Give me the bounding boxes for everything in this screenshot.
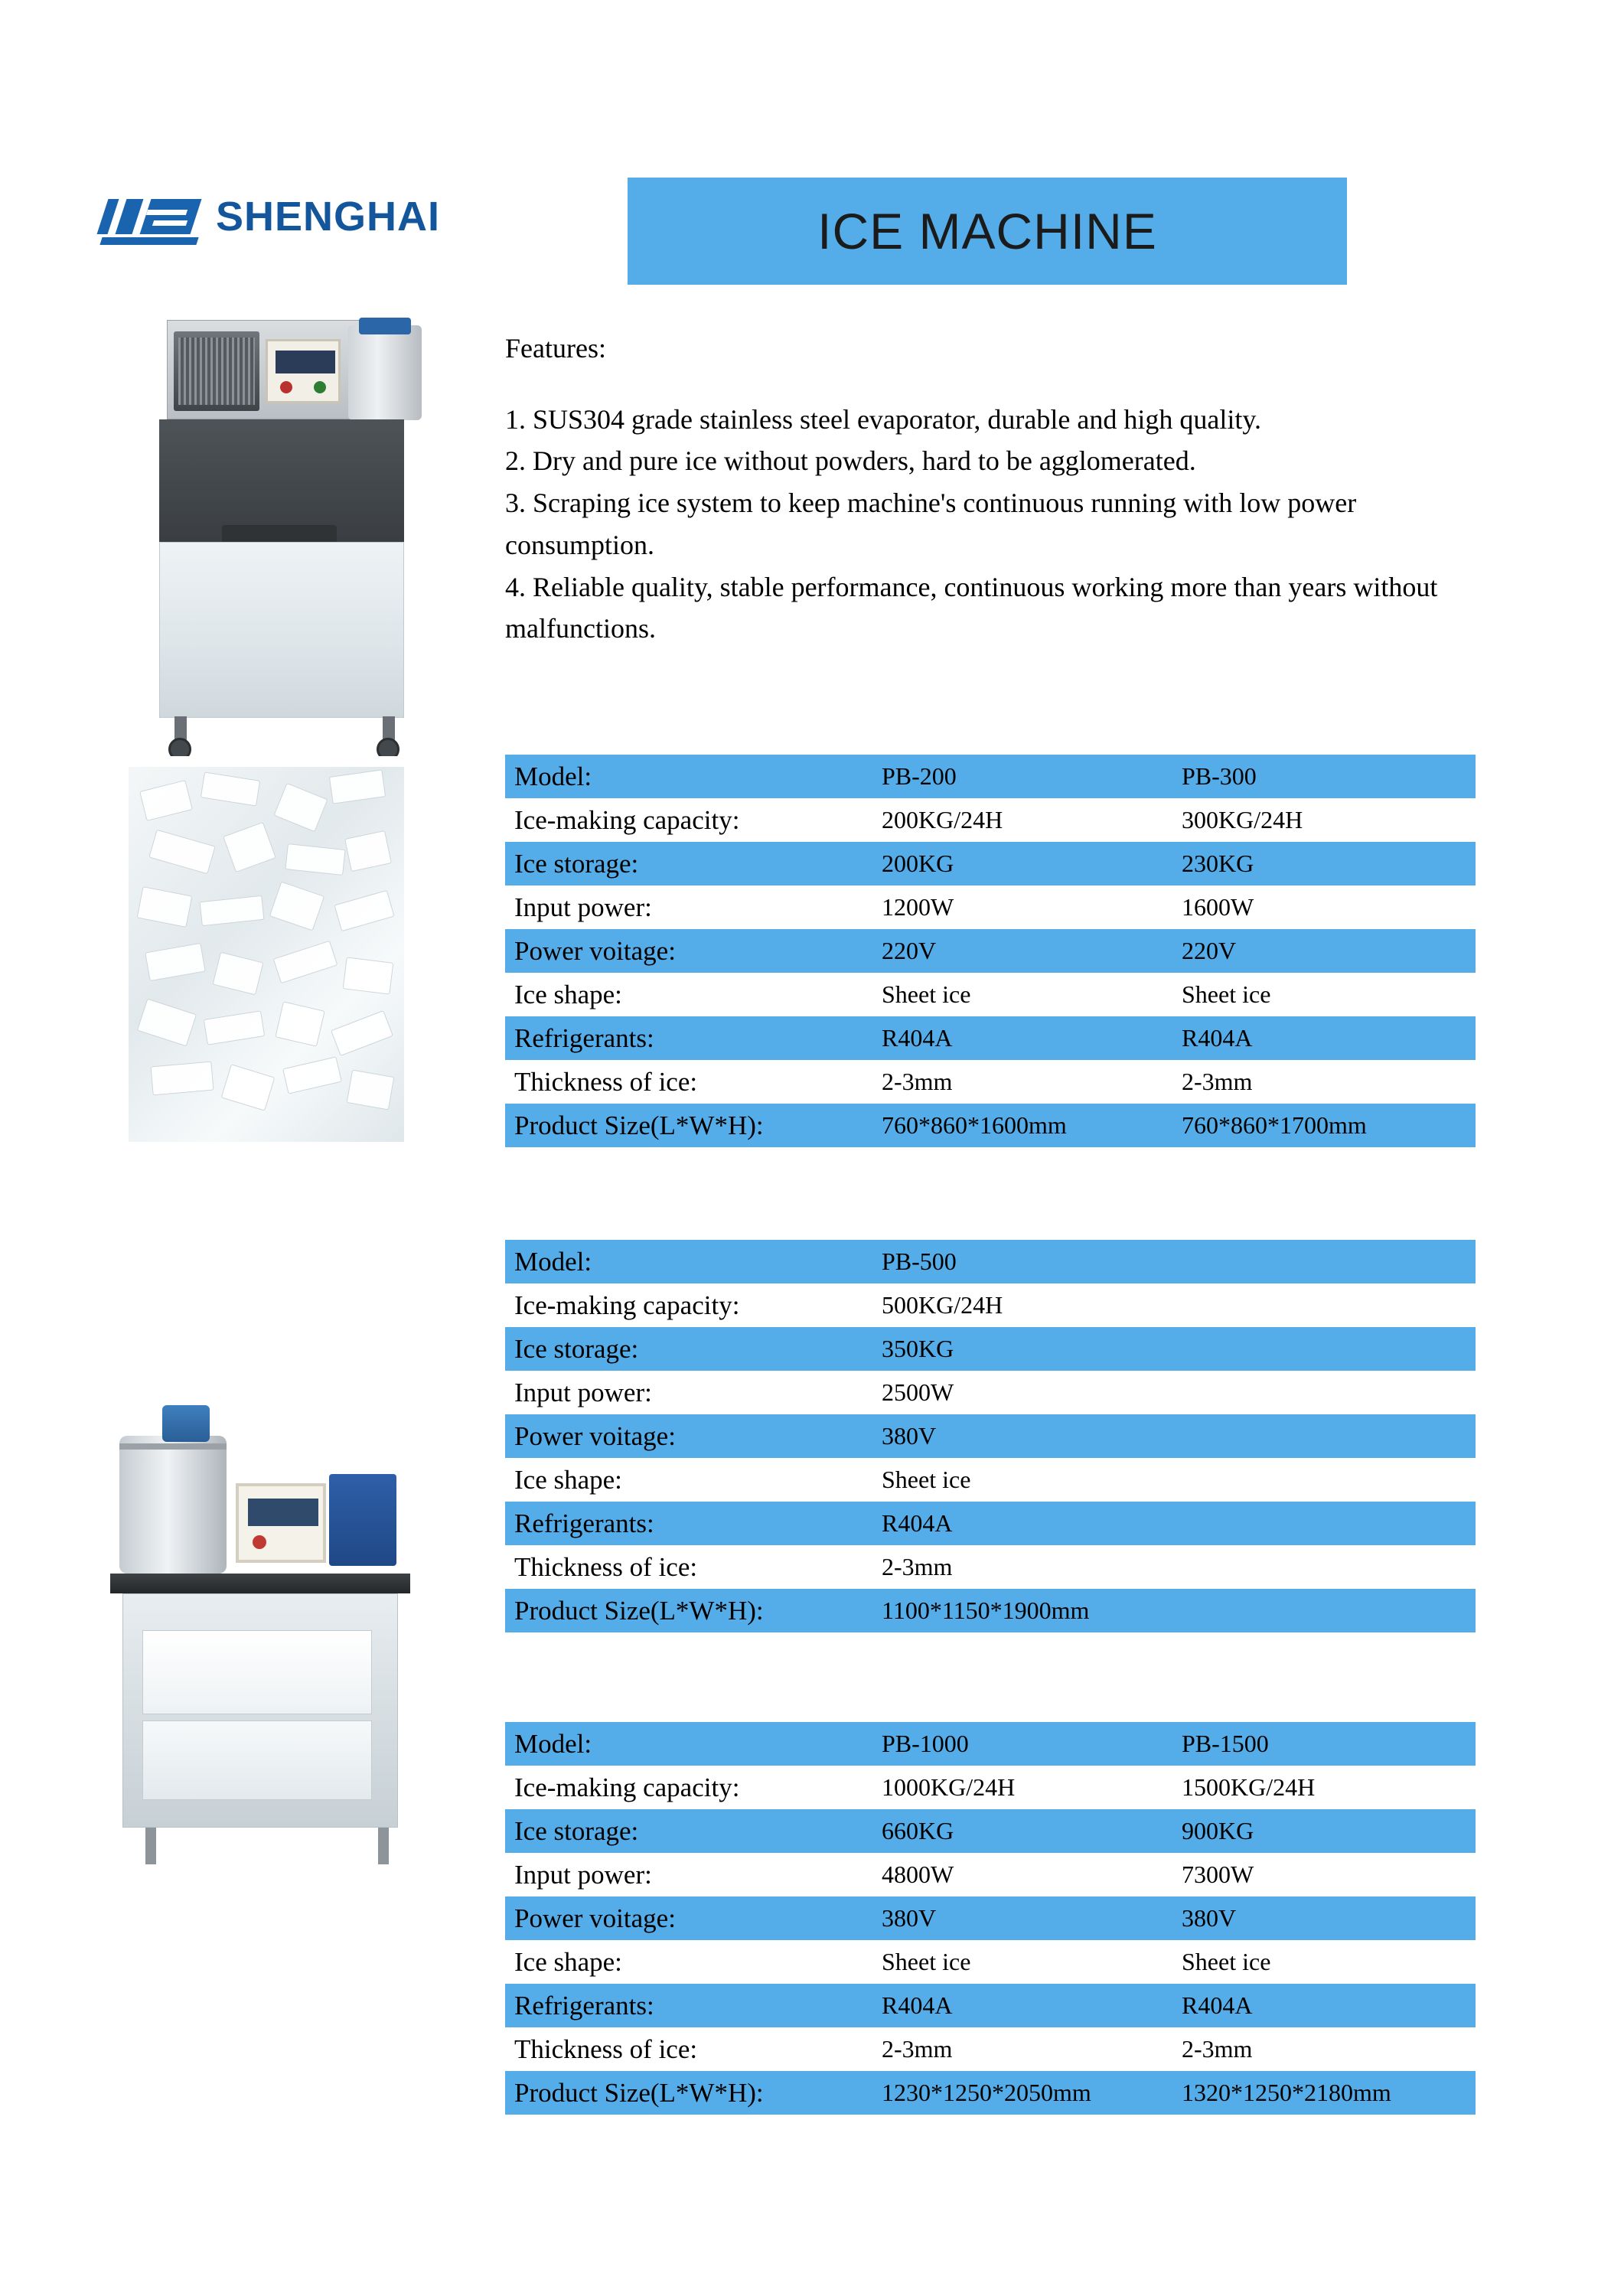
- spec-label: Product Size(L*W*H):: [514, 1110, 764, 1140]
- spec-value-1: PB-500: [882, 1247, 957, 1275]
- spec-table-pb200-pb300: [505, 755, 1476, 1147]
- spec-label: Product Size(L*W*H):: [514, 1595, 764, 1626]
- spec-value-1: R404A: [882, 1508, 953, 1537]
- table-row: [505, 1853, 1476, 1896]
- features-heading: Features:: [505, 333, 606, 364]
- table-row: [505, 2027, 1476, 2071]
- spec-value-1: 500KG/24H: [882, 1290, 1003, 1319]
- spec-label: Ice storage:: [514, 1815, 639, 1846]
- spec-value-2: 1600W: [1182, 892, 1254, 921]
- table-row: [505, 885, 1476, 929]
- spec-value-1: 2-3mm: [882, 2034, 953, 2063]
- spec-value-1: 1100*1150*1900mm: [882, 1596, 1090, 1624]
- spec-label: Thickness of ice:: [514, 1551, 698, 1582]
- feature-item-2: 2. Dry and pure ice without powders, hard to be agglomerated.: [505, 445, 1196, 477]
- table-row: [505, 1589, 1476, 1632]
- spec-value-1: PB-1000: [882, 1729, 969, 1757]
- spec-value-2: 900KG: [1182, 1816, 1254, 1844]
- spec-label: Model:: [514, 761, 592, 791]
- spec-value-1: 380V: [882, 1903, 937, 1932]
- spec-value-1: 200KG/24H: [882, 805, 1003, 833]
- table-row: [505, 1545, 1476, 1589]
- table-row: [505, 755, 1476, 798]
- spec-value-1: 220V: [882, 936, 937, 964]
- brand-name: SHENGHAI: [216, 194, 441, 240]
- spec-table-pb1000-pb1500: [505, 1722, 1476, 2115]
- spec-value-2: 760*860*1700mm: [1182, 1110, 1367, 1139]
- table-row: [505, 1984, 1476, 2027]
- spec-label: Ice shape:: [514, 1946, 622, 1977]
- spec-value-2: 230KG: [1182, 849, 1254, 877]
- spec-value-1: 2-3mm: [882, 1552, 953, 1580]
- table-row: [505, 1722, 1476, 1766]
- spec-value-2: R404A: [1182, 1023, 1253, 1052]
- table-row: [505, 1766, 1476, 1809]
- spec-value-2: Sheet ice: [1182, 980, 1271, 1008]
- table-row: [505, 2071, 1476, 2115]
- table-row: [505, 1458, 1476, 1502]
- spec-value-2: 2-3mm: [1182, 2034, 1253, 2063]
- spec-label: Power voitage:: [514, 1420, 676, 1451]
- feature-item-1: 1. SUS304 grade stainless steel evaporator, durable and high quality.: [505, 403, 1261, 435]
- table-row: [505, 1940, 1476, 1984]
- ice-machine-pb500-photo: [106, 1401, 427, 1875]
- spec-label: Ice-making capacity:: [514, 804, 740, 835]
- brand-logo: [101, 193, 440, 240]
- spec-label: Ice-making capacity:: [514, 1772, 740, 1802]
- table-row: [505, 842, 1476, 885]
- table-row: [505, 1809, 1476, 1853]
- table-row: [505, 973, 1476, 1016]
- spec-label: Ice-making capacity:: [514, 1290, 740, 1320]
- spec-value-2: R404A: [1182, 1991, 1253, 2019]
- spec-value-2: Sheet ice: [1182, 1947, 1271, 1975]
- table-row: [505, 1502, 1476, 1545]
- spec-value-1: 760*860*1600mm: [882, 1110, 1067, 1139]
- spec-value-2: 7300W: [1182, 1860, 1254, 1888]
- spec-label: Refrigerants:: [514, 1022, 654, 1053]
- spec-label: Thickness of ice:: [514, 1066, 698, 1097]
- spec-value-1: 2500W: [882, 1378, 954, 1406]
- table-row: [505, 798, 1476, 842]
- flake-ice-photo: [129, 767, 404, 1142]
- spec-value-1: Sheet ice: [882, 980, 971, 1008]
- table-row: [505, 1371, 1476, 1414]
- spec-value-1: PB-200: [882, 762, 957, 790]
- spec-label: Model:: [514, 1728, 592, 1759]
- spec-value-2: PB-300: [1182, 762, 1257, 790]
- spec-label: Input power:: [514, 1859, 652, 1890]
- spec-value-1: 350KG: [882, 1334, 954, 1362]
- table-row: [505, 1016, 1476, 1060]
- spec-value-2: 300KG/24H: [1182, 805, 1303, 833]
- feature-item-3: 3. Scraping ice system to keep machine's continuous running with low power consumption.: [505, 488, 1357, 560]
- table-row: [505, 1283, 1476, 1327]
- spec-value-1: Sheet ice: [882, 1947, 971, 1975]
- spec-value-1: 660KG: [882, 1816, 954, 1844]
- spec-label: Ice storage:: [514, 1333, 639, 1364]
- table-row: [505, 1414, 1476, 1458]
- spec-value-2: 1500KG/24H: [1182, 1773, 1316, 1801]
- spec-value-1: 1000KG/24H: [882, 1773, 1016, 1801]
- spec-value-2: PB-1500: [1182, 1729, 1269, 1757]
- spec-value-1: 2-3mm: [882, 1067, 953, 1095]
- table-row: [505, 1060, 1476, 1104]
- table-row: [505, 1896, 1476, 1940]
- spec-table-pb500: [505, 1240, 1476, 1632]
- spec-label: Ice shape:: [514, 979, 622, 1009]
- feature-item-4: 4. Reliable quality, stable performance, continuous working more than years without malfunctions.: [505, 571, 1438, 644]
- spec-label: Input power:: [514, 892, 652, 922]
- shenghai-logo-icon: [101, 194, 199, 239]
- spec-label: Refrigerants:: [514, 1990, 654, 2020]
- page-title-band: [628, 178, 1347, 285]
- spec-label: Power voitage:: [514, 935, 676, 966]
- spec-value-2: 2-3mm: [1182, 1067, 1253, 1095]
- table-row: [505, 929, 1476, 973]
- spec-label: Power voitage:: [514, 1903, 676, 1933]
- spec-value-2: 220V: [1182, 936, 1237, 964]
- spec-value-1: R404A: [882, 1023, 953, 1052]
- spec-value-1: 1200W: [882, 892, 954, 921]
- spec-value-2: 1320*1250*2180mm: [1182, 2078, 1391, 2106]
- spec-value-1: 200KG: [882, 849, 954, 877]
- spec-label: Ice shape:: [514, 1464, 622, 1495]
- spec-value-1: 380V: [882, 1421, 937, 1450]
- spec-label: Model:: [514, 1246, 592, 1277]
- spec-value-2: 380V: [1182, 1903, 1237, 1932]
- spec-value-1: Sheet ice: [882, 1465, 971, 1493]
- page-title: ICE MACHINE: [817, 203, 1157, 259]
- table-row: [505, 1240, 1476, 1283]
- features-section: [505, 328, 1469, 650]
- spec-label: Input power:: [514, 1377, 652, 1407]
- ice-machine-pb200-photo: [130, 312, 429, 756]
- spec-value-1: 4800W: [882, 1860, 954, 1888]
- spec-label: Product Size(L*W*H):: [514, 2077, 764, 2108]
- spec-value-1: 1230*1250*2050mm: [882, 2078, 1091, 2106]
- table-row: [505, 1104, 1476, 1147]
- spec-label: Thickness of ice:: [514, 2033, 698, 2064]
- spec-value-1: R404A: [882, 1991, 953, 2019]
- spec-label: Refrigerants:: [514, 1508, 654, 1538]
- spec-label: Ice storage:: [514, 848, 639, 879]
- table-row: [505, 1327, 1476, 1371]
